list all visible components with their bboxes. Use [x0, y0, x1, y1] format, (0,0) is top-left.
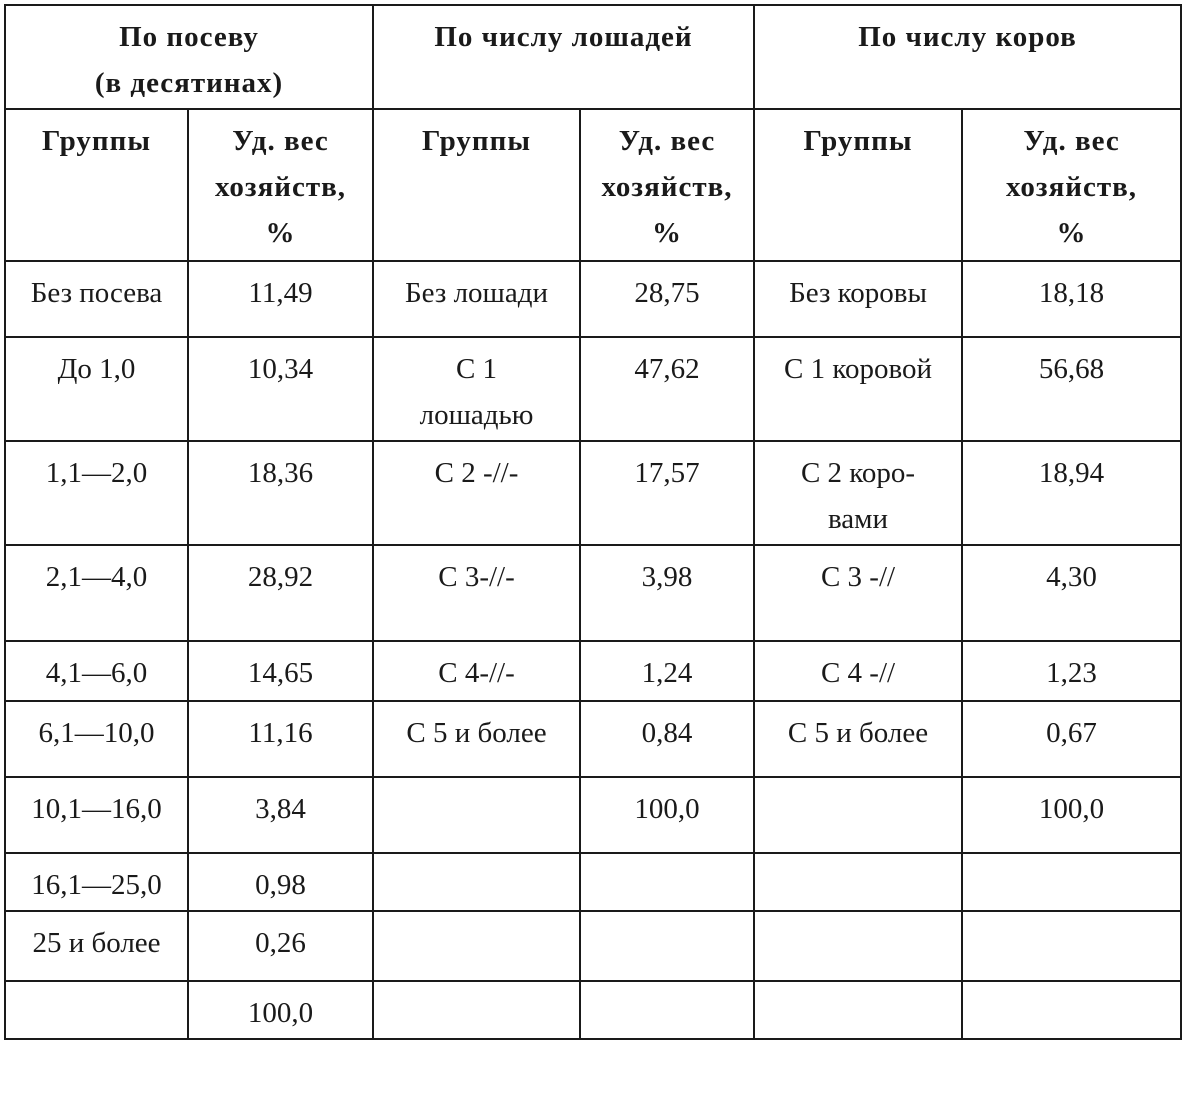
- sowing-share-cell: 10,34: [188, 337, 373, 441]
- horses-group-cell: [373, 911, 580, 981]
- cows-group-cell-line: С 4 -//: [820, 657, 896, 689]
- sowing-group-cell-line: 25 и более: [32, 927, 161, 959]
- sowing-group-cell-line: 6,1—10,0: [38, 717, 155, 749]
- table-row: [5, 545, 1181, 641]
- cows-share-cell: 18,94: [962, 441, 1181, 545]
- sowing-share-cell: 100,0: [188, 981, 373, 1039]
- subheader-share-line3: %: [265, 217, 296, 249]
- sowing-group-cell-line: Без посева: [30, 277, 163, 309]
- sowing-group-cell-line: До 1,0: [57, 353, 136, 385]
- sowing-share-cell: 11,49: [188, 261, 373, 337]
- subheader-share-line2: хозяйств,: [1006, 171, 1138, 203]
- sowing-group-cell-line: 1,1—2,0: [45, 457, 148, 489]
- cows-group-cell: [754, 641, 962, 701]
- cows-group-cell: [754, 777, 962, 853]
- sowing-share-cell: 18,36: [188, 441, 373, 545]
- subheader-share-line3: %: [1056, 217, 1087, 249]
- table-row: [5, 701, 1181, 777]
- horses-group-cell: [373, 777, 580, 853]
- sowing-group-cell: [5, 701, 188, 777]
- subheader-share-line2: хозяйств,: [601, 171, 733, 203]
- horses-share-cell: 100,0: [580, 777, 754, 853]
- sowing-group-cell-line: 4,1—6,0: [45, 657, 148, 689]
- sowing-group-cell: [5, 641, 188, 701]
- table-row: [5, 777, 1181, 853]
- cows-share-cell: [962, 853, 1181, 911]
- subheader-groups: Группы: [754, 109, 962, 261]
- subheader-share-line1: Уд. вес: [232, 125, 329, 157]
- cows-group-cell: [754, 441, 962, 545]
- horses-group-cell-line: С 3-//-: [438, 561, 515, 593]
- subheader-share-line1: Уд. вес: [1023, 125, 1120, 157]
- cows-share-cell: 18,18: [962, 261, 1181, 337]
- table-row-empty: [5, 1039, 1181, 1097]
- horses-group-cell-line: С 5 и более: [406, 717, 547, 749]
- horses-share-cell: [580, 911, 754, 981]
- table-row: [5, 337, 1181, 441]
- subheader-share: [188, 109, 373, 261]
- cows-group-cell: [754, 853, 962, 911]
- table-row: [5, 981, 1181, 1039]
- cows-group-cell-line: вами: [827, 503, 889, 535]
- subheader-share-line3: %: [652, 217, 683, 249]
- group-header-sowing-line1: По посеву: [119, 21, 259, 53]
- cows-group-cell: [754, 545, 962, 641]
- cows-group-cell-line: Без коровы: [789, 277, 927, 309]
- sowing-group-cell-line: 16,1—25,0: [31, 869, 162, 901]
- sowing-group-cell: [5, 981, 188, 1039]
- horses-share-cell: 17,57: [580, 441, 754, 545]
- cows-share-cell: [962, 981, 1181, 1039]
- horses-share-cell: 3,98: [580, 545, 754, 641]
- sowing-share-cell: 0,26: [188, 911, 373, 981]
- sowing-share-cell: 14,65: [188, 641, 373, 701]
- cows-group-cell-line: С 3 -//: [820, 561, 896, 593]
- table-row: [5, 261, 1181, 337]
- cows-group-cell-line: С 2 коро-: [800, 457, 916, 489]
- cows-share-cell: 0,67: [962, 701, 1181, 777]
- horses-group-cell: [373, 261, 580, 337]
- horses-share-cell: [580, 981, 754, 1039]
- table-row: [5, 641, 1181, 701]
- horses-share-cell: 1,24: [580, 641, 754, 701]
- cows-share-cell: 4,30: [962, 545, 1181, 641]
- sowing-share-cell: 0,98: [188, 853, 373, 911]
- sowing-group-cell-line: 10,1—16,0: [31, 793, 162, 825]
- table-row: [5, 853, 1181, 911]
- table-row: [5, 911, 1181, 981]
- subheader-share-line2: хозяйств,: [215, 171, 346, 203]
- group-header-horses-label: По числу лошадей: [434, 21, 693, 53]
- cows-group-cell: [754, 337, 962, 441]
- subheader-share: [580, 109, 754, 261]
- horses-group-cell: [373, 545, 580, 641]
- horses-group-cell-line: С 4-//-: [438, 657, 515, 689]
- horses-share-cell: [580, 853, 754, 911]
- group-header-sowing: [5, 5, 373, 109]
- horses-share-cell: 0,84: [580, 701, 754, 777]
- horses-share-cell: 28,75: [580, 261, 754, 337]
- horses-group-cell: [373, 337, 580, 441]
- cows-share-cell: 56,68: [962, 337, 1181, 441]
- subheader-groups: Группы: [373, 109, 580, 261]
- subheader-share-line1: Уд. вес: [618, 125, 716, 157]
- subheader-groups: Группы: [5, 109, 188, 261]
- table-row: [5, 441, 1181, 545]
- horses-group-cell-line: Без лошади: [404, 277, 549, 309]
- sowing-share-cell: 11,16: [188, 701, 373, 777]
- horses-group-cell-line: лошадью: [419, 399, 534, 431]
- horses-group-cell: [373, 641, 580, 701]
- sowing-group-cell: [5, 337, 188, 441]
- group-header-sowing-line2: (в десятинах): [94, 67, 284, 99]
- sowing-group-cell: [5, 545, 188, 641]
- sowing-group-cell: [5, 853, 188, 911]
- sowing-share-cell: 3,84: [188, 777, 373, 853]
- sowing-share-cell: 28,92: [188, 545, 373, 641]
- group-header-horses: [373, 5, 754, 109]
- horses-group-cell: [373, 853, 580, 911]
- sowing-group-cell-line: 2,1—4,0: [45, 561, 148, 593]
- sowing-group-cell: [5, 777, 188, 853]
- cows-share-cell: [962, 911, 1181, 981]
- group-header-cows: [754, 5, 1181, 109]
- cows-group-cell-line: С 1 коровой: [784, 353, 932, 385]
- cows-share-cell: 1,23: [962, 641, 1181, 701]
- group-header-cows-label: По числу коров: [858, 21, 1077, 53]
- cows-group-cell: [754, 701, 962, 777]
- horses-share-cell: 47,62: [580, 337, 754, 441]
- sowing-group-cell: [5, 911, 188, 981]
- sowing-group-cell: [5, 441, 188, 545]
- horses-group-cell: [373, 981, 580, 1039]
- subheader-share: [962, 109, 1181, 261]
- sowing-group-cell: [5, 261, 188, 337]
- cows-group-cell: [754, 261, 962, 337]
- cows-group-cell: [754, 981, 962, 1039]
- cows-share-cell: 100,0: [962, 777, 1181, 853]
- distribution-table: [4, 4, 1182, 1097]
- cows-group-cell-line: С 5 и более: [787, 717, 929, 749]
- table-body: [5, 261, 1181, 1097]
- horses-group-cell: [373, 441, 580, 545]
- cows-group-cell: [754, 911, 962, 981]
- horses-group-cell-line: С 1: [455, 353, 498, 385]
- horses-group-cell: [373, 701, 580, 777]
- horses-group-cell-line: С 2 -//-: [434, 457, 519, 489]
